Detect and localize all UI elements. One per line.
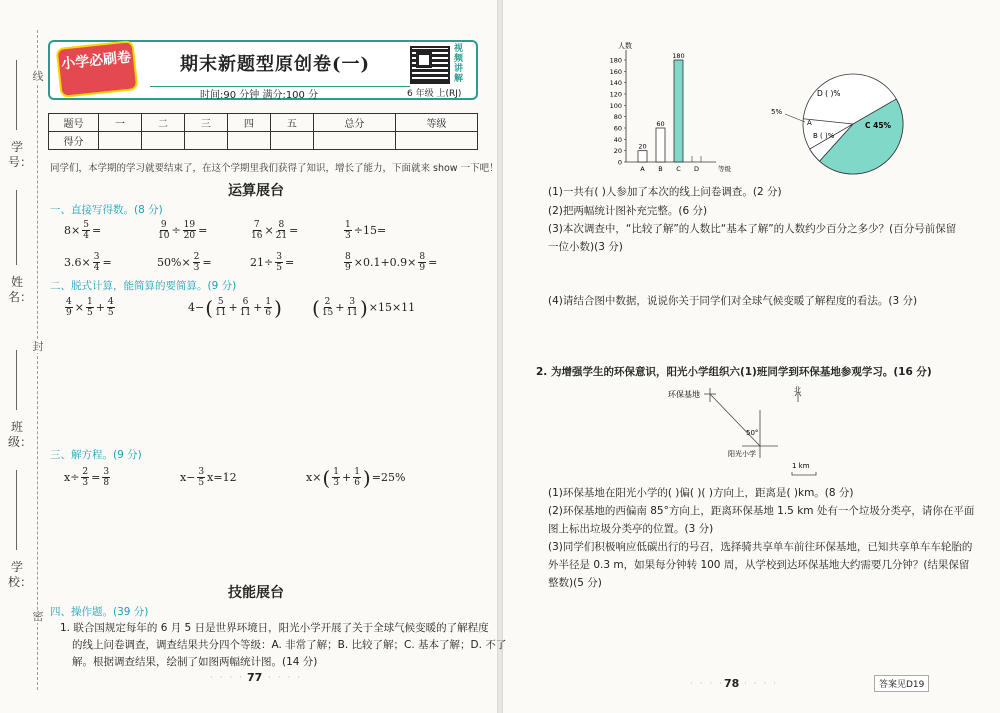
table-cell: 总分 [313,114,395,132]
name-label: 姓名： [8,275,33,304]
x-tick-label: C [676,165,681,173]
table-cell: 二 [141,114,184,132]
question-text: (3)同学们积极响应低碳出行的号召，选择骑共享单车前往环保基地，已知共享单车车轮胎的 [548,541,973,553]
table-cell: 五 [270,114,313,132]
time-score-info: 时间:90 分钟 满分:100 分 [200,90,319,101]
grade-label: 6 年级 上(RJ) [407,89,462,99]
math-item: $\frac{1}{3}$ ÷15= [345,220,387,241]
table-cell: 等级 [395,114,477,132]
student-id-label: 学号： [8,140,33,169]
score-cell[interactable] [227,132,270,150]
y-tick-label: 20 [613,147,622,156]
question-text: 解。根据调查结果，绘制了如图两幅统计图。(14 分) [72,656,318,668]
fill-line[interactable] [16,470,17,550]
math-item: $\frac{4}{9}$ × $\frac{1}{5}$ + $\frac{4}{5}$ [66,297,114,318]
score-cell[interactable] [270,132,313,150]
question-text: (2)把两幅统计图补充完整。(6 分) [548,205,708,217]
x-axis-label: 等级 [718,165,731,173]
question-text: (3)本次调查中，“比较了解”的人数比“基本了解”的人数约少百分之多少？(百分号前保留 [548,223,957,235]
fill-line[interactable] [16,60,17,130]
x-tick-label: D [693,165,700,173]
answer-reference: 答案见D19 [874,675,929,692]
bar [674,60,683,162]
question-text: 外半径是 0.3 m，如果每分钟转 100 周，从学校到达环保基地大约需要几分钟？(结果保留 [548,559,970,571]
map-diagram [666,380,846,480]
school-label: 学校： [8,560,33,589]
section-title: 运算展台 [228,183,284,199]
binding-strip [0,0,44,713]
y-tick-label: 180 [609,56,622,65]
y-tick-label: 160 [609,67,622,76]
section-title: 技能展台 [228,585,284,601]
binding-mark: 线 [32,70,44,83]
binding-mark: 封 [32,340,44,353]
score-cell[interactable] [184,132,227,150]
math-item: x− $\frac{3}{5}$ x=12 [180,467,237,488]
math-item: $\frac{7}{16}$ × $\frac{8}{21}$ = [251,220,299,241]
math-item: ( $\frac{2}{15}$ + $\frac{3}{11}$ ) ×15×11 [312,295,416,320]
table-cell: 得分 [49,132,99,150]
class-label: 班级： [8,420,33,449]
y-axis-label: 人数 [618,42,632,50]
fill-line[interactable] [16,350,17,410]
brand-logo: 小学必刷卷 [56,40,139,98]
question-text: 整数)(5 分) [548,577,602,589]
score-cell[interactable] [313,132,395,150]
pie-annotation: 5% [771,108,783,116]
table-row [49,132,478,150]
pie-label: A [807,119,812,127]
question-text: 一位小数)(3 分) [548,241,623,253]
score-cell[interactable] [395,132,477,150]
page-number: 78 [724,677,740,690]
bar-value-label: 20 [638,142,647,151]
part-heading: 二、脱式计算，能简算的要简算。(9 分) [50,280,237,292]
table-cell: 四 [227,114,270,132]
angle-label: 50° [746,429,759,437]
video-label: 视频讲解 [454,44,464,84]
y-tick-label: 140 [609,79,622,88]
qr-code-icon[interactable] [410,46,450,84]
right-page [503,0,1000,713]
score-cell[interactable] [99,132,142,150]
question-text: 的线上问卷调查，调查结果共分四个等级：A. 非常了解；B. 比较了解；C. 基本了解；D. 不了 [72,639,507,651]
bar-chart [600,38,740,178]
base-label: 环保基地 [668,390,700,399]
table-cell: 题号 [49,114,99,132]
math-item: 50%× $\frac{2}{3}$ = [157,252,212,273]
question-text: (4)请结合图中数据，说说你关于同学们对全球气候变暖了解程度的看法。(3 分) [548,295,918,307]
bar [656,128,665,162]
fill-line[interactable] [16,190,17,265]
y-tick-label: 100 [609,101,622,110]
table-cell: 一 [99,114,142,132]
y-tick-label: 80 [613,113,622,122]
school-label: 阳光小学 [728,450,756,458]
score-cell[interactable] [141,132,184,150]
pie-label: C 45% [865,121,892,130]
table-row [49,114,478,132]
pie-chart [765,70,905,180]
y-tick-label: 60 [613,124,622,133]
page-dots: · · · · [690,679,725,689]
bar-value-label: 180 [672,52,685,60]
y-tick-label: 0 [617,158,622,167]
y-tick-label: 40 [613,135,622,144]
math-item: 3.6× $\frac{3}{4}$ = [64,252,112,273]
math-item: 8× $\frac{5}{4}$ = [64,220,102,241]
page-dots: · · · · [744,679,779,689]
math-item: 4− ( $\frac{5}{11}$ + $\frac{6}{11}$ + $\frac{1}{6}$ ) [188,295,282,320]
question-text: 图上标出垃圾分类亭的位置。(3 分) [548,523,714,535]
part-heading: 三、解方程。(9 分) [50,449,142,461]
scale-label: 1 km [792,462,810,470]
page-number: 77 [247,671,263,684]
table-cell: 三 [184,114,227,132]
x-tick-label: A [640,165,645,173]
math-item: x× ( $\frac{1}{3}$ + $\frac{1}{6}$ ) =25% [306,465,406,490]
pie-label: D ( )% [817,89,841,98]
leader-line [785,114,805,122]
page-dots: · · · · [210,673,245,683]
intro-text: 同学们，本学期的学习就要结束了，在这个学期里我们获得了知识，增长了能力，下面就来 show 一下吧！ [50,163,499,174]
y-tick-label: 120 [609,90,622,99]
paper-title: 期末新题型原创卷(一) [179,54,371,75]
part-heading: 一、直接写得数。(8 分) [50,204,163,216]
question-text: (1)环保基地在阳光小学的( )偏( )( )方向上，距离是( )km。(8 分) [548,487,854,499]
score-table [48,113,478,150]
math-item: x÷ $\frac{2}{3}$ = $\frac{3}{8}$ [64,467,110,488]
question-text: 1. 联合国规定每年的 6 月 5 日是世界环境日，阳光小学开展了关于全球气候变暖的了解程度 [60,622,489,634]
part-heading: 四、操作题。(39 分) [50,606,149,618]
x-tick-label: B [658,165,663,173]
bar [638,151,647,162]
binding-mark: 密 [32,610,44,623]
bar-value-label: 60 [656,120,665,128]
route-line [710,394,760,446]
north-label: 北 [794,386,801,394]
scale-bar [792,472,816,475]
math-item: $\frac{9}{10}$ ÷ $\frac{19}{20}$ = [158,220,208,241]
question-text: (1)一共有( )人参加了本次的线上问卷调查。(2 分) [548,186,782,198]
question-text: (2)环保基地的西偏南 85°方向上，距离环保基地 1.5 km 处有一个垃圾分类亭，请你在平面 [548,505,975,517]
cut-line [37,30,38,690]
math-item: 21÷ $\frac{3}{5}$ = [250,252,295,273]
page-dots: · · · · [268,673,303,683]
math-item: $\frac{8}{9}$ ×0.1+0.9× $\frac{8}{9}$ = [345,252,438,273]
question-text: 2. 为增强学生的环保意识，阳光小学组织六(1)班同学到环保基地参观学习。(16 分) [536,366,932,378]
pie-label: B ( )% [813,132,835,140]
